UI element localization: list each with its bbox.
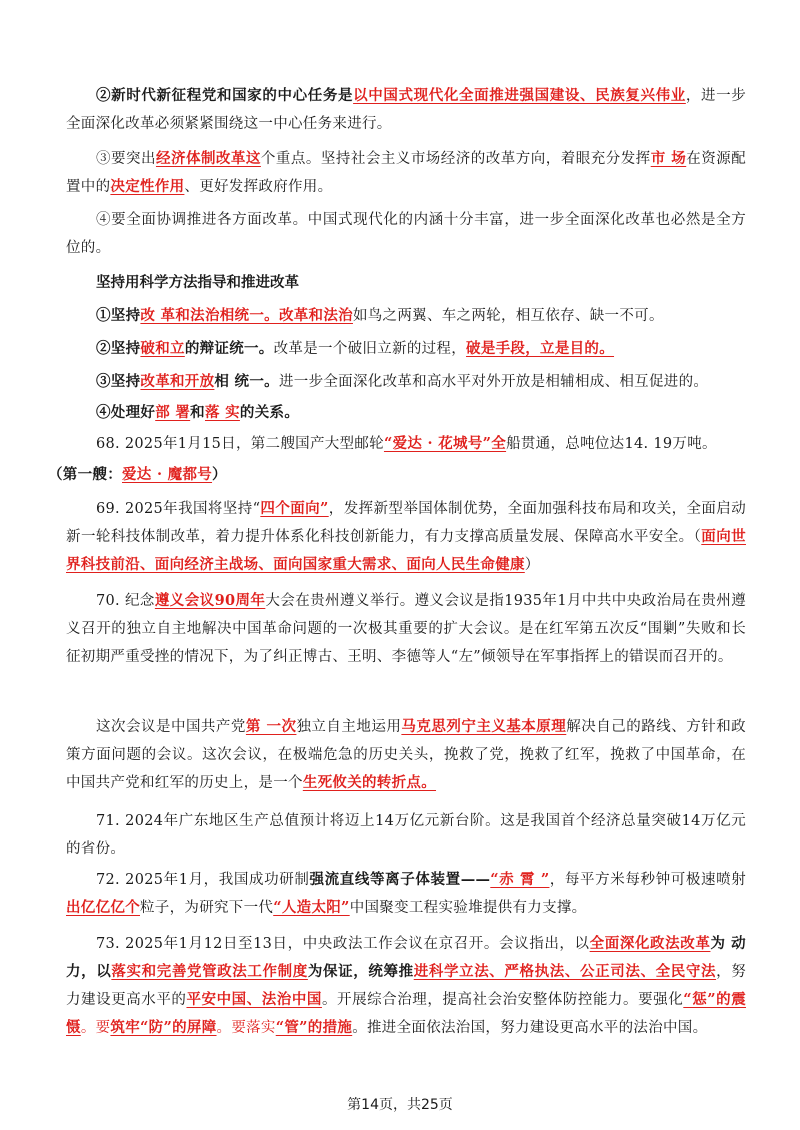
text-segment: ④处理好: [96, 404, 156, 421]
text-segment: 72. 2025年1月，我国成功研制: [96, 872, 310, 888]
section-heading: 坚持用科学方法指导和推进改革: [96, 274, 299, 291]
text-segment: ③要突出: [96, 151, 156, 167]
highlight-text: 部 署: [155, 404, 191, 421]
paragraph-economic-reform: [66, 145, 746, 201]
text-segment: 中国聚变工程实验堆提供有力支撑。: [349, 900, 587, 916]
text-segment: ）: [212, 466, 227, 483]
text-segment: ①坚持: [96, 307, 141, 324]
highlight-text: 爱达 · 魔都号: [122, 466, 213, 483]
text-segment: ②新时代新征程党和国家的中心任务是: [96, 87, 354, 104]
text-segment: 为保证，统筹推: [307, 963, 414, 980]
text-segment: 进一步全面深化改革和高水平对外开放是相辅相成、相互促进的。: [278, 374, 709, 390]
text-segment: 。要落实: [216, 1020, 276, 1036]
paragraph-coordinated-reform: [66, 206, 746, 262]
text-segment: 解决自己的路线、方针和政策方面问题的会议。这次会议，在极端危急的历史关头，挽救了党，挽救了红军，挽救了中国革命，在中国共产党和红军的历史上，是一个: [66, 719, 746, 791]
highlight-text: 破和立: [140, 340, 185, 357]
highlight-text: 四个面向”: [260, 500, 329, 517]
text-segment: ④要全面协调推进各方面改革。中国式现代化的内涵十分丰富，进一步全面深化改革也必然是全方位的。: [66, 212, 746, 256]
highlight-text: 落 实: [204, 404, 240, 421]
question-70: [66, 587, 746, 671]
text-segment: 68. 2025年1月15日，第二艘国产大型邮轮: [96, 436, 384, 452]
highlight-text: 筑牢“防”的屏障: [110, 1019, 217, 1036]
question-69: [66, 495, 746, 579]
text-segment: 。开展综合治理，提高社会治安整体防控能力。要强化: [321, 992, 684, 1008]
text-segment: 和: [190, 404, 205, 421]
text-segment: 70. 纪念: [96, 593, 155, 609]
question-68-note: [48, 461, 728, 489]
question-72: [66, 866, 746, 922]
page-footer: 第14页，共25页: [347, 1097, 453, 1113]
highlight-text: “爱达 · 花城号”全: [383, 435, 507, 452]
highlight-text: 改革和开放: [140, 373, 215, 390]
text-segment: ，努力建设更高水平的: [66, 964, 746, 1008]
highlight-text: 生死攸关的转折点。: [302, 774, 437, 791]
question-73: [66, 930, 746, 1042]
text-segment: ，发挥新型举国体制优势，全面加强科技布局和攻关，全面启动新一轮科技体制改革，着力提升体系化科技创新能力，有力支撑高质量发展、保障高水平安全。（: [66, 501, 747, 545]
highlight-text: 经济体制改革这: [155, 150, 261, 167]
text-segment: 为 动力，以: [66, 935, 746, 980]
text-segment: ②坚持: [96, 340, 141, 357]
text-segment: ）: [524, 557, 540, 573]
text-segment: 。要: [80, 1020, 111, 1036]
method-item-3: [66, 368, 746, 396]
highlight-text: “管”的措施: [275, 1019, 353, 1036]
text-segment: （第一艘：: [48, 466, 122, 483]
text-segment: ，每平方米每秒钟可极速喷射: [549, 872, 746, 888]
highlight-text: 面向世界科技前沿、面向经济主战场、面向国家重大需求、面向人民生命健康: [66, 528, 746, 573]
text-segment: 71. 2024年广东地区生产总值预计将迈上14万亿元新台阶。这是我国首个经济总量突破14万亿元的省份。: [66, 813, 746, 857]
text-segment: 69. 2025年我国将坚持“: [96, 501, 261, 517]
text-segment: 的关系。: [239, 404, 300, 421]
text-segment: ③坚持: [96, 373, 141, 390]
highlight-text: 出亿亿亿个: [66, 899, 140, 916]
highlight-text: 第 一次: [245, 718, 297, 735]
highlight-text: 遵义会议90周年: [154, 592, 266, 609]
highlight-text: 市 场: [650, 150, 687, 167]
text-segment: 这次会议是中国共产党: [96, 719, 246, 735]
text-segment: 在资源配置中的: [66, 151, 746, 195]
text-segment: 独立自主地运用: [296, 719, 402, 735]
text-segment: 粒子，为研究下一代: [140, 900, 274, 916]
highlight-text: “人造太阳”: [273, 899, 350, 916]
text-segment: 个重点。坚持社会主义市场经济的改革方向，着眼充分发挥: [260, 151, 651, 167]
text-segment: 如鸟之两翼、车之两轮，相互依存、缺一不可。: [352, 308, 664, 324]
text-segment: 的辩证统一。: [184, 340, 274, 357]
highlight-text: 决定性作用: [110, 178, 185, 195]
text-segment: 强流直线等离子体装置——: [309, 871, 491, 888]
highlight-text: “惩”的震慑: [66, 991, 746, 1036]
question-71: [66, 807, 746, 863]
highlight-text: “赤 霄 ”: [490, 871, 550, 888]
text-segment: 改革是一个破旧立新的过程，: [273, 341, 467, 357]
text-segment: 大会在贵州遵义举行。遵义会议是指1935年1月中共中央政治局在贵州遵义召开的独立自主地解决中国革命问题的一次极其重要的扩大会议。是在红军第五次反“围剿”失败和长征初期严重受挫的情况下，为了纠正博古、王明、李德等人“左”倾领导在军事指挥上的错误而召开的。: [66, 593, 747, 665]
paragraph-central-task: [66, 82, 746, 138]
text-segment: 73. 2025年1月12日至13日，中央政法工作会议在京召开。会议指出，以: [96, 936, 590, 952]
question-68: [66, 430, 746, 458]
text-segment: ，进一步全面深化改革必须紧紧围绕这一中心任务来进行。: [66, 88, 746, 132]
highlight-text: 全面深化政法改革: [589, 935, 711, 952]
highlight-text: 马克思列宁主义基本原理: [401, 718, 567, 735]
text-segment: 船贯通，总吨位达14. 19万吨。: [506, 436, 717, 452]
text-segment: 、更好发挥政府作用。: [184, 179, 333, 195]
highlight-text: 进科学立法、严格执法、公正司法、全民守法: [413, 963, 717, 980]
method-item-2: [66, 335, 746, 363]
highlight-text: 平安中国、法治中国: [186, 991, 322, 1008]
method-item-1: [66, 302, 746, 330]
text-segment: 相 统一。: [214, 373, 279, 390]
method-item-4: [66, 399, 746, 427]
highlight-text: 落实和完善党管政法工作制度: [111, 963, 308, 980]
question-70-continued: [66, 713, 746, 797]
highlight-text: 以中国式现代化全面推进强国建设、民族复兴伟业: [353, 87, 686, 104]
text-segment: 。推进全面依法治国，努力建设更高水平的法治中国。: [352, 1020, 708, 1036]
highlight-text: 改 革和法治相统一。改革和法治: [140, 307, 353, 324]
highlight-text: 破是手段，立是目的。: [466, 340, 615, 357]
